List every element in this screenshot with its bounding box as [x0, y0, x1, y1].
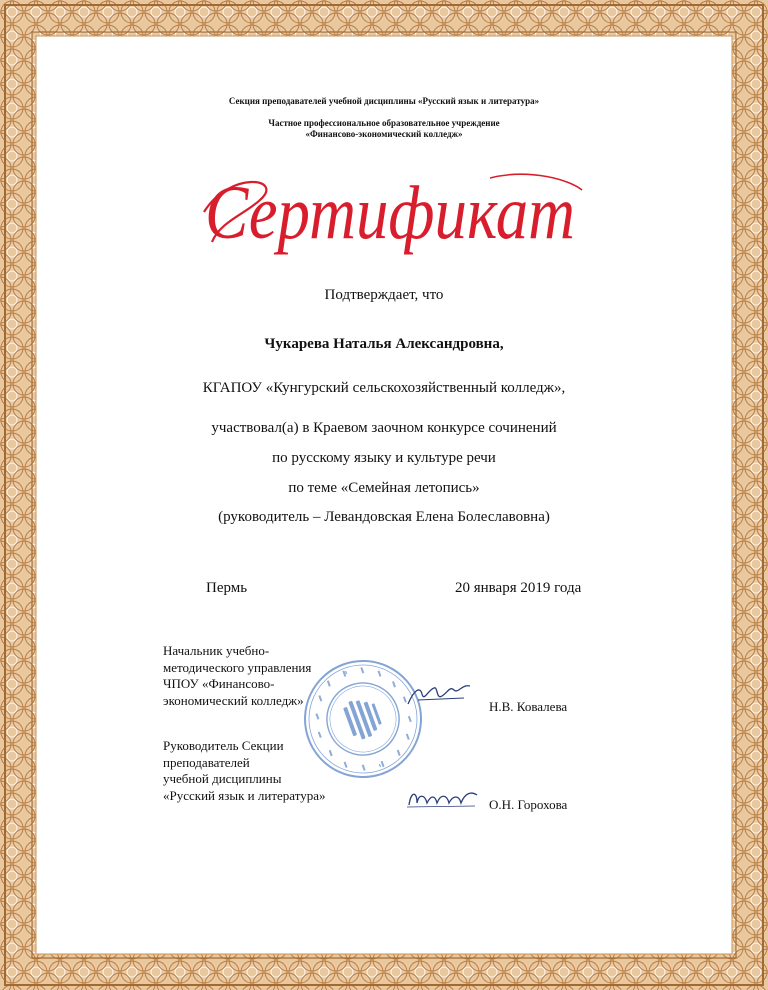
role-line: «Русский язык и литература» [163, 787, 326, 803]
theme-text: по теме «Семейная летопись» [288, 480, 480, 496]
role-line: преподавателей [163, 754, 250, 770]
signatory-name-1: Н.В. Ковалева [489, 699, 568, 714]
date-text: 20 января 2019 года [455, 580, 582, 596]
subject-text: по русскому языку и культуре речи [272, 450, 496, 466]
signature-2 [405, 785, 480, 815]
supervisor-text: (руководитель – Левандовская Елена Болеславовна) [218, 509, 550, 525]
city-text: Пермь [206, 580, 248, 596]
recipient-name: Чукарева Наталья Александровна, [264, 336, 504, 352]
organization-text: КГАПОУ «Кунгурский сельскохозяйственный колледж», [202, 380, 566, 396]
header-institution-line2: «Финансово-экономический колледж» [305, 129, 463, 139]
role-line: Руководитель Секции [163, 738, 284, 753]
role-line: экономический колледж» [163, 692, 304, 708]
header-institution-line1: Частное профессиональное образовательное учреждение [268, 118, 500, 128]
signatory-role-1 [163, 643, 311, 709]
confirms-text: Подтверждает, что [324, 287, 444, 303]
round-stamp [302, 658, 424, 780]
certificate-title [190, 160, 590, 270]
signatory-name-2: О.Н. Горохова [489, 797, 568, 812]
role-line: учебной дисциплины [163, 771, 282, 786]
role-line: методического управления [163, 659, 312, 675]
role-line: ЧПОУ «Финансово- [163, 676, 275, 691]
signature-1 [404, 680, 474, 712]
certificate-title-text: Сертификат [205, 171, 575, 255]
header-section: Секция преподавателей учебной дисциплины «Русский язык и литература» [228, 96, 540, 106]
participation-text: участвовал(а) в Краевом заочном конкурсе сочинений [211, 420, 557, 436]
role-line: Начальник учебно- [163, 643, 270, 658]
